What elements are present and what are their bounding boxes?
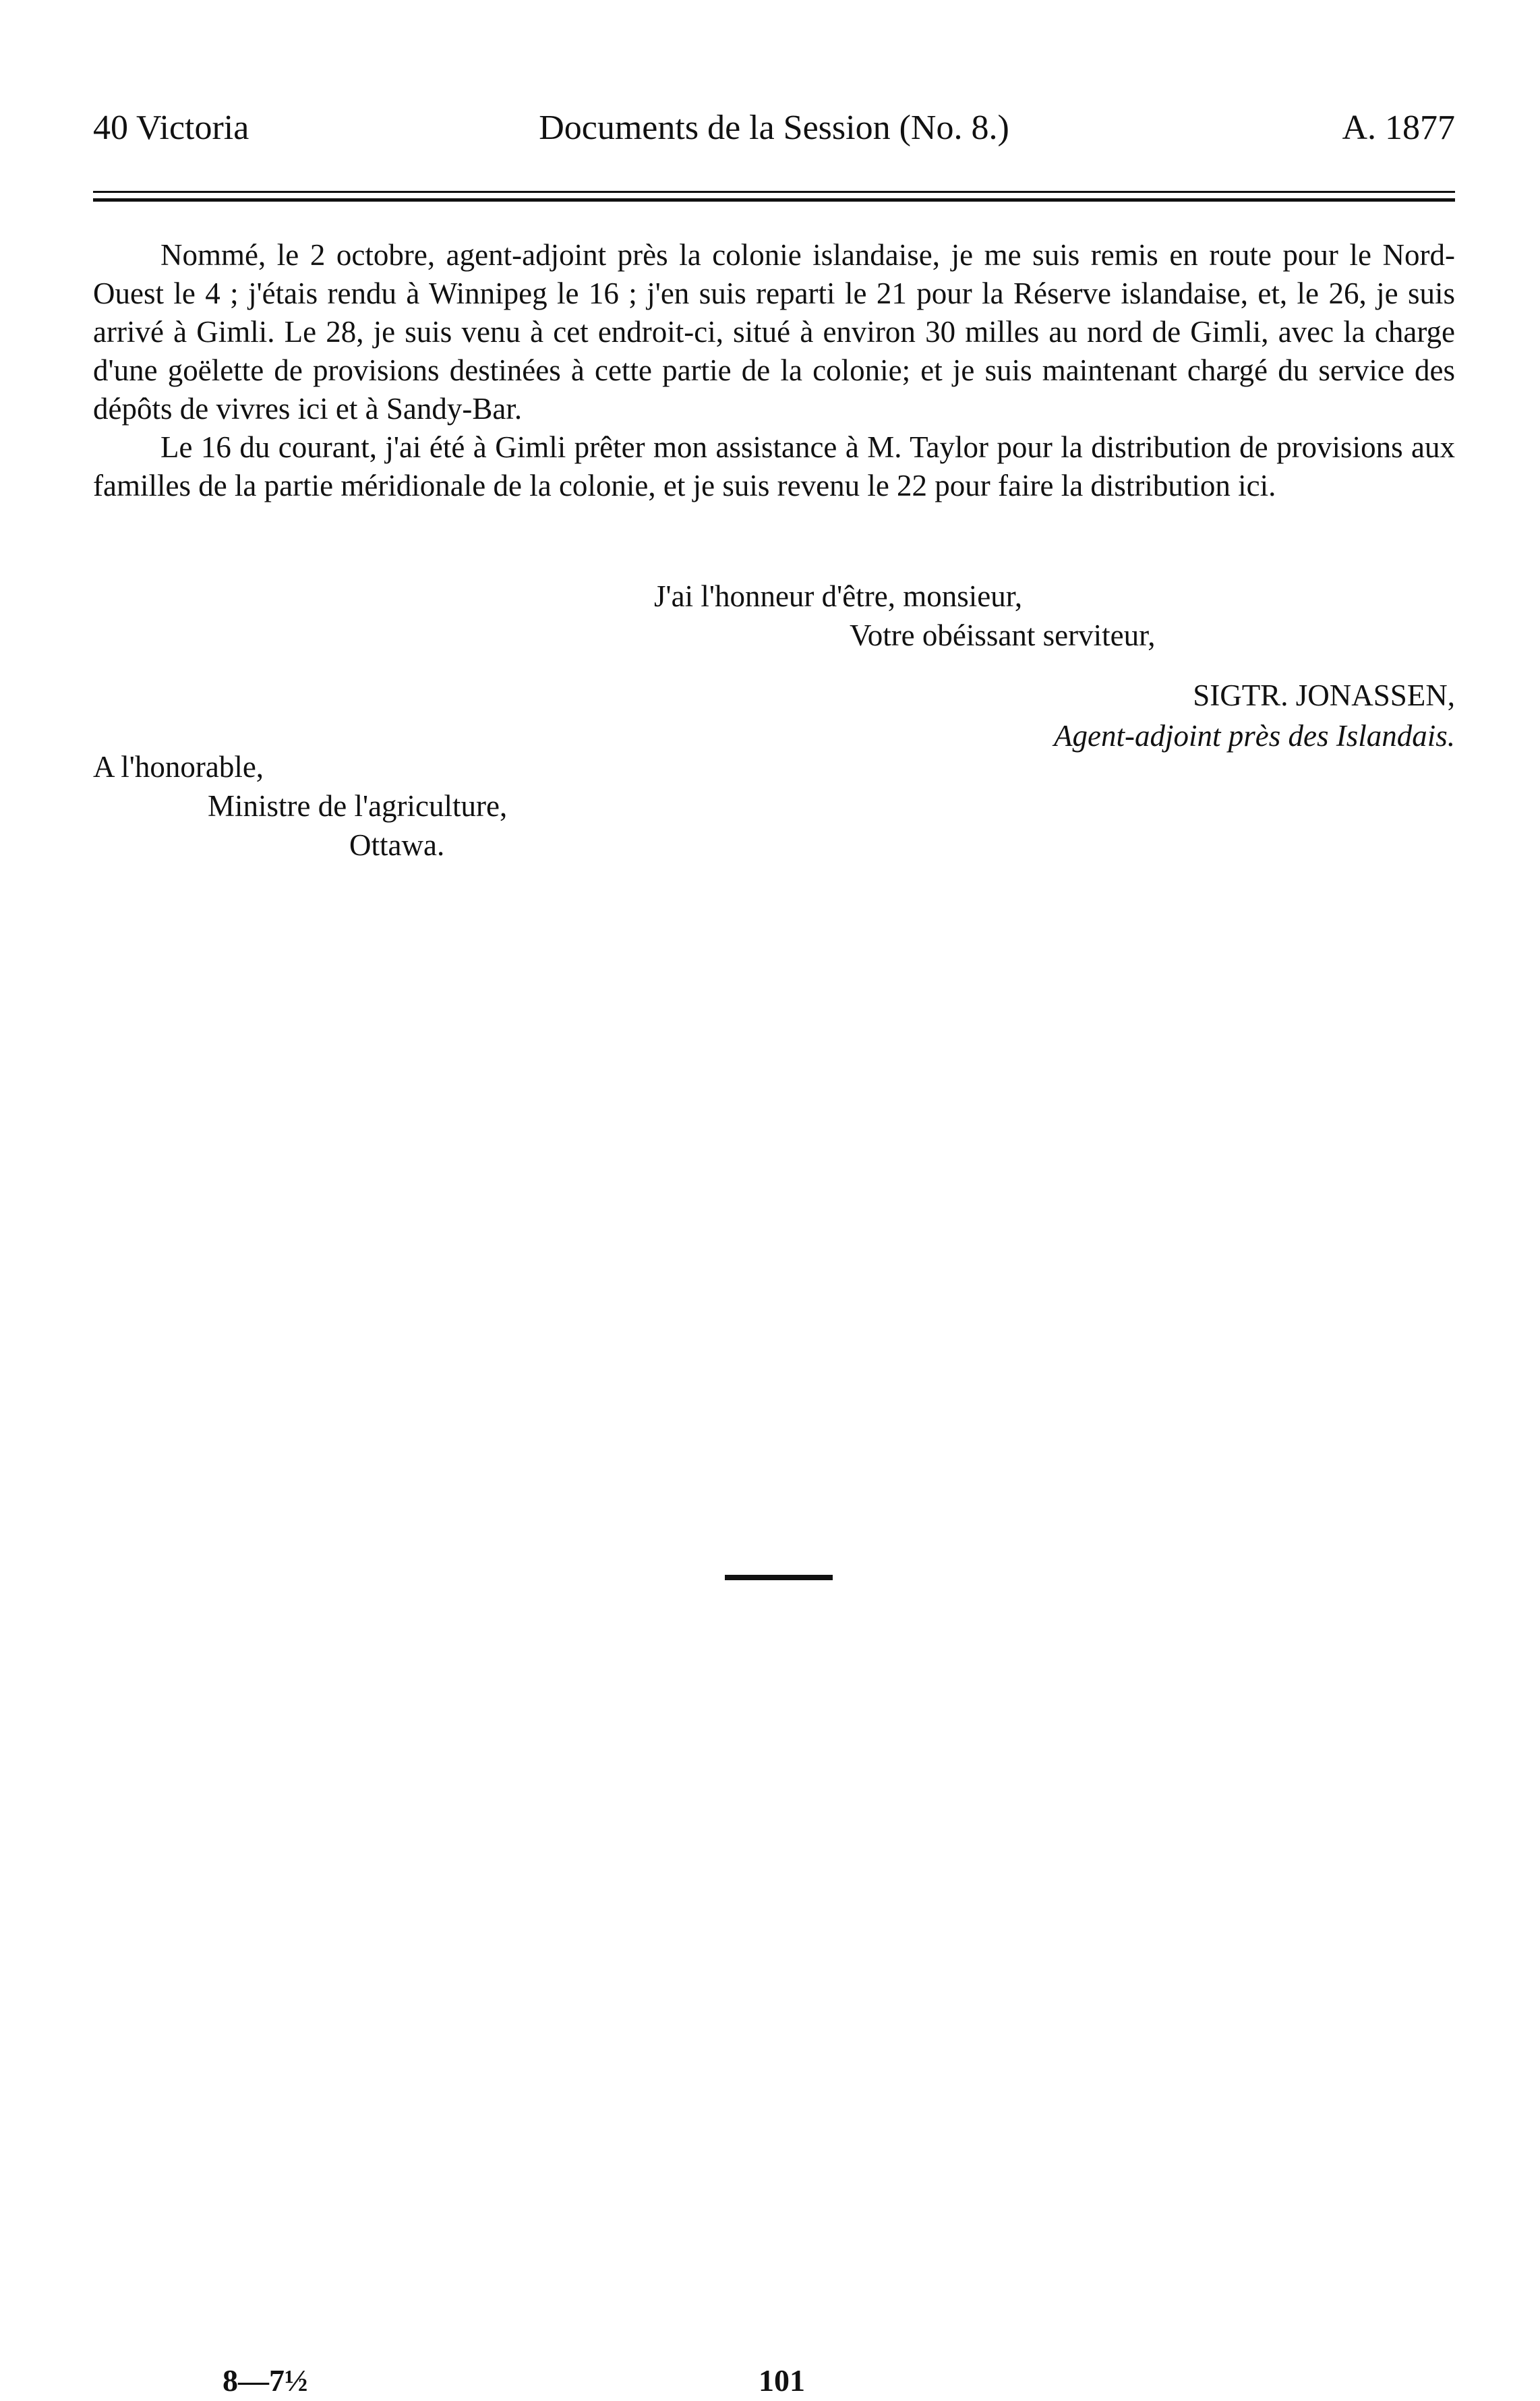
header-year: A. 1877 xyxy=(1342,109,1455,147)
body-paragraph: Le 16 du courant, j'ai été à Gimli prêter mon assistance à M. Taylor pour la distribution de provisions aux familles de la partie méridionale de la colonie, et je suis revenu le 22 pour faire la distribution ici. xyxy=(93,430,1455,502)
section-separator xyxy=(725,1575,833,1580)
header-rule-thin xyxy=(93,191,1455,193)
signature-title: Agent-adjoint près des Islandais. xyxy=(1054,719,1455,753)
body-paragraph: Nommé, le 2 octobre, agent-adjoint près la colonie islandaise, je me suis remis en route pour le Nord-Ouest le 4 ; j'étais rendu à Winnipeg le 16 ; j'en suis reparti le 21 pour la Réserve islandaise, et, le 26, je suis arrivé à Gimli. Le 28, je suis venu à cet endroit-ci, situé à environ 30 milles au nord de Gimli, avec la charge d'une goëlette de provisions destinées à cette partie de la colonie; et je suis maintenant chargé du service des dépôts de vivres ici et à Sandy-Bar. xyxy=(93,238,1455,426)
closing-line-1: J'ai l'honneur d'être, monsieur, xyxy=(654,579,1023,613)
header-volume: 40 Victoria xyxy=(93,109,249,147)
letter-body xyxy=(93,236,1455,505)
printer-signature-mark: 8—7½ xyxy=(223,2363,308,2398)
header-title: Documents de la Session (No. 8.) xyxy=(539,109,1009,147)
header-rule-thick xyxy=(93,198,1455,202)
running-header xyxy=(93,108,1455,162)
addressee xyxy=(93,747,507,865)
signature-name: SIGTR. JONASSEN, xyxy=(1193,678,1455,712)
addressee-line-3: Ottawa. xyxy=(349,828,445,862)
addressee-line-1: A l'honorable, xyxy=(93,750,264,784)
letter-closing xyxy=(654,577,1156,655)
page-number: 101 xyxy=(759,2363,805,2398)
closing-line-2: Votre obéissant serviteur, xyxy=(850,618,1156,652)
addressee-line-2: Ministre de l'agriculture, xyxy=(208,789,508,823)
